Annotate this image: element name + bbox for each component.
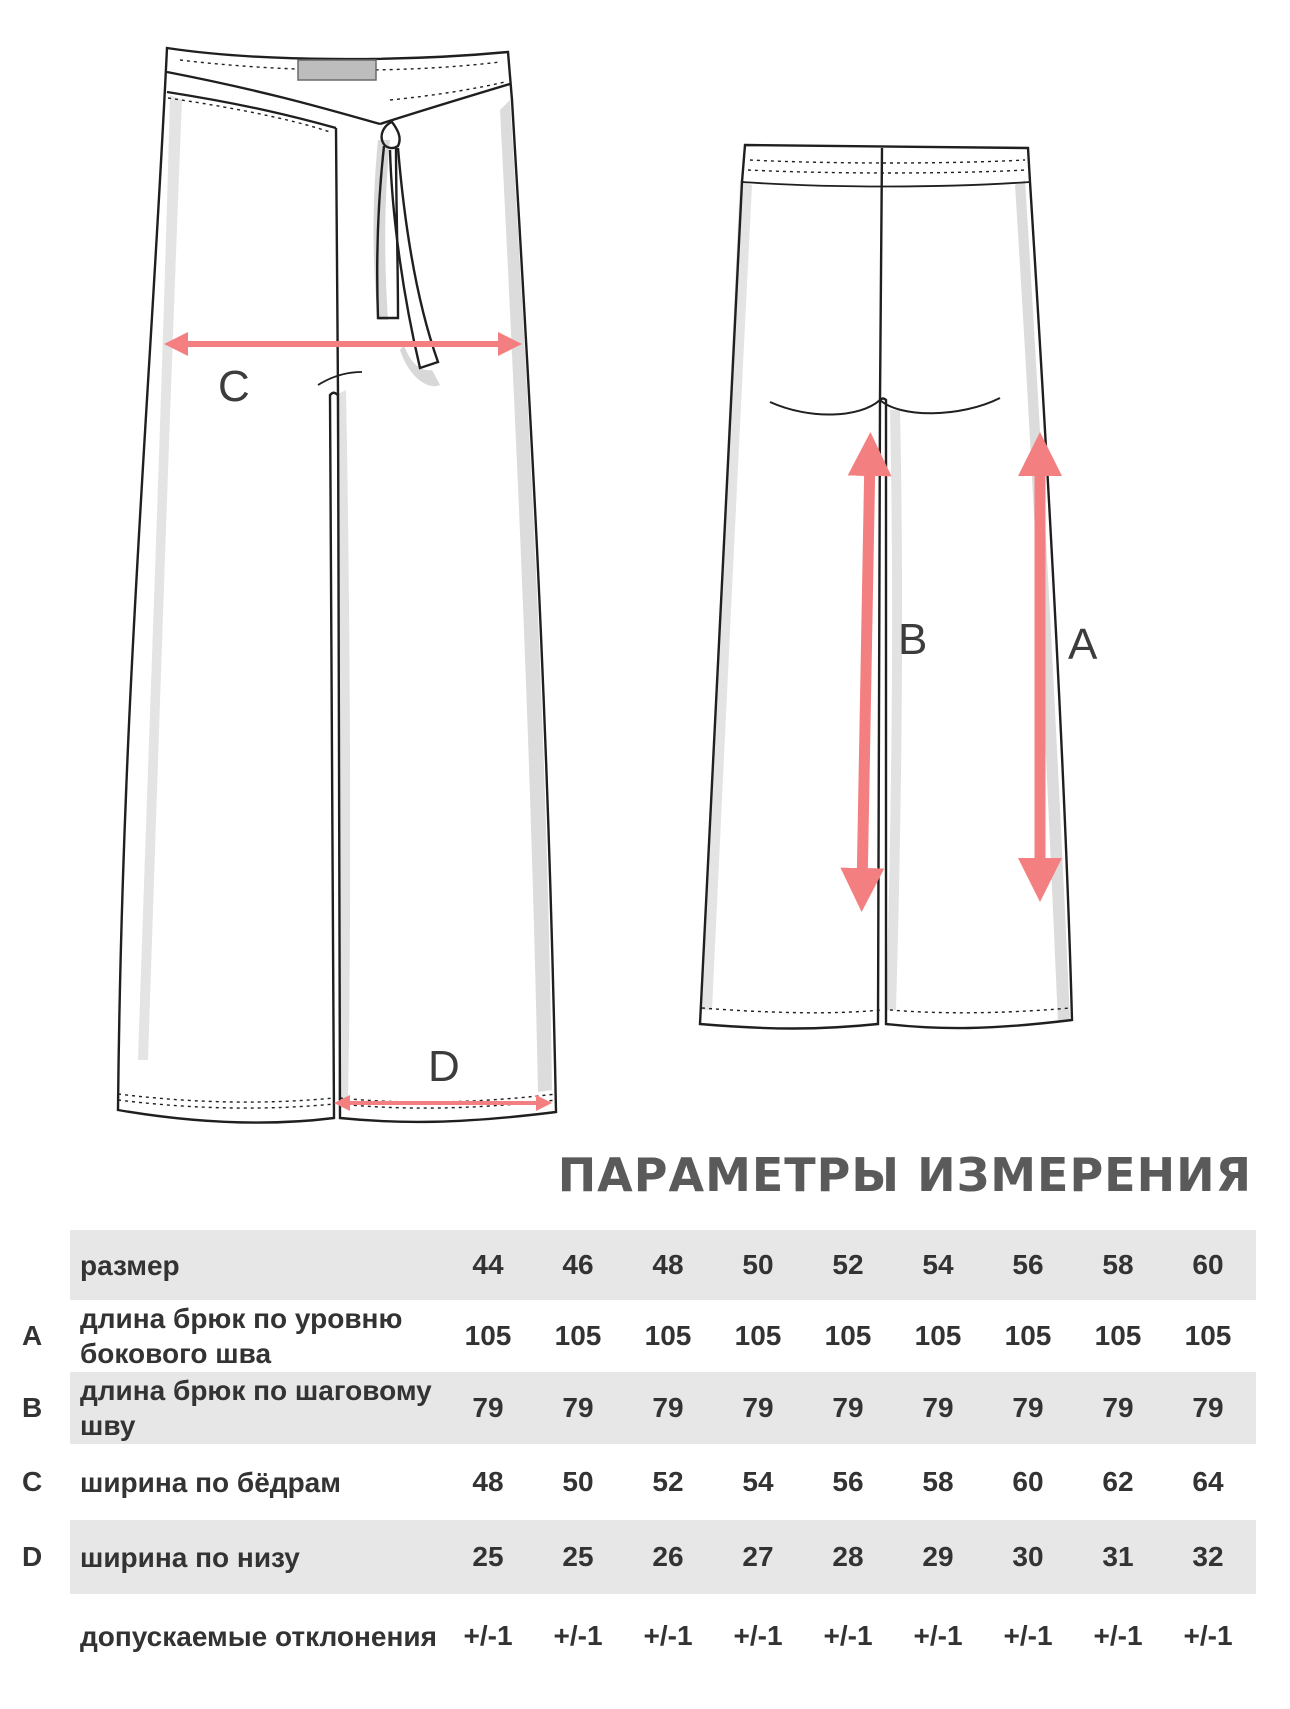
table-cell: 60 — [1012, 1466, 1044, 1497]
table-cell: 79 — [1102, 1392, 1134, 1423]
table-cell: +/-1 — [553, 1620, 603, 1651]
table-row — [0, 1300, 1290, 1372]
table-cell: 105 — [464, 1320, 512, 1351]
table-cell: 79 — [1012, 1392, 1044, 1423]
row-label: размер — [80, 1249, 180, 1281]
table-cell: 44 — [472, 1249, 504, 1280]
back-view — [700, 145, 1072, 1029]
table-row — [0, 1230, 1290, 1300]
label-c: C — [218, 362, 250, 411]
table-cell: 79 — [652, 1392, 684, 1423]
table-cell: 30 — [1012, 1541, 1044, 1572]
table-cell: 105 — [1094, 1320, 1142, 1351]
table-cell: +/-1 — [1183, 1620, 1233, 1651]
table-row — [0, 1444, 1290, 1520]
section-title: ПАРАМЕТРЫ ИЗМЕРЕНИЯ — [557, 1148, 1252, 1202]
table-cell: 79 — [742, 1392, 774, 1423]
table-cell: 105 — [734, 1320, 782, 1351]
table-cell: 105 — [824, 1320, 872, 1351]
table-cell: 52 — [832, 1249, 864, 1280]
table-cell: 54 — [922, 1249, 954, 1280]
table-cell: 32 — [1192, 1541, 1224, 1572]
table-row — [0, 1520, 1290, 1594]
table-cell: 79 — [1192, 1392, 1224, 1423]
table-cell: 60 — [1192, 1249, 1224, 1280]
table-cell: 25 — [562, 1541, 594, 1572]
table-cell: 105 — [914, 1320, 962, 1351]
table-cell: 50 — [742, 1249, 774, 1280]
table-cell: +/-1 — [823, 1620, 873, 1651]
arrow-b — [862, 454, 870, 890]
label-d: D — [428, 1042, 460, 1091]
table-cell: +/-1 — [733, 1620, 783, 1651]
table-cell: 58 — [922, 1466, 954, 1497]
table-cell: 48 — [472, 1466, 504, 1497]
row-letter: C — [22, 1466, 43, 1497]
table-cell: 105 — [1184, 1320, 1232, 1351]
table-cell: 29 — [922, 1541, 954, 1572]
row-label: ширина по бёдрам — [80, 1466, 341, 1498]
row-letter: A — [22, 1320, 43, 1351]
table-cell: 54 — [742, 1466, 774, 1497]
row-letter: D — [22, 1541, 43, 1572]
table-cell: 105 — [554, 1320, 602, 1351]
label-b: B — [898, 615, 928, 664]
table-cell: 105 — [644, 1320, 692, 1351]
table-cell: 50 — [562, 1466, 594, 1497]
table-cell: 105 — [1004, 1320, 1052, 1351]
table-cell: 25 — [472, 1541, 504, 1572]
table-cell: +/-1 — [913, 1620, 963, 1651]
table-row — [0, 1594, 1290, 1678]
table-cell: 79 — [472, 1392, 504, 1423]
table-row — [0, 1372, 1290, 1444]
row-label: длина брюк по уровню бокового шва — [80, 1303, 403, 1369]
table-cell: 58 — [1102, 1249, 1134, 1280]
table-cell: 46 — [562, 1249, 594, 1280]
table-cell: 26 — [652, 1541, 684, 1572]
row-label: длина брюк по шаговому шву — [80, 1375, 432, 1441]
front-view — [118, 48, 556, 1123]
table-cell: 52 — [652, 1466, 684, 1497]
table-cell: 62 — [1102, 1466, 1134, 1497]
table-cell: 31 — [1102, 1541, 1134, 1572]
table-cell: +/-1 — [1003, 1620, 1053, 1651]
table-cell: 79 — [922, 1392, 954, 1423]
table-cell: +/-1 — [463, 1620, 513, 1651]
table-cell: 48 — [652, 1249, 684, 1280]
table-cell: 64 — [1192, 1466, 1224, 1497]
row-label: ширина по низу — [80, 1541, 300, 1573]
row-label: допускаемые отклонения — [80, 1620, 437, 1652]
measurement-arrows — [176, 344, 1040, 1103]
row-letter: B — [22, 1392, 43, 1423]
table-cell: 56 — [1012, 1249, 1044, 1280]
label-a: A — [1068, 620, 1098, 669]
table-cell: +/-1 — [643, 1620, 693, 1651]
table-cell: 79 — [562, 1392, 594, 1423]
table-cell: 28 — [832, 1541, 864, 1572]
table-cell: 56 — [832, 1466, 864, 1497]
table-cell: 27 — [742, 1541, 774, 1572]
table-cell: 79 — [832, 1392, 864, 1423]
table-cell: +/-1 — [1093, 1620, 1143, 1651]
